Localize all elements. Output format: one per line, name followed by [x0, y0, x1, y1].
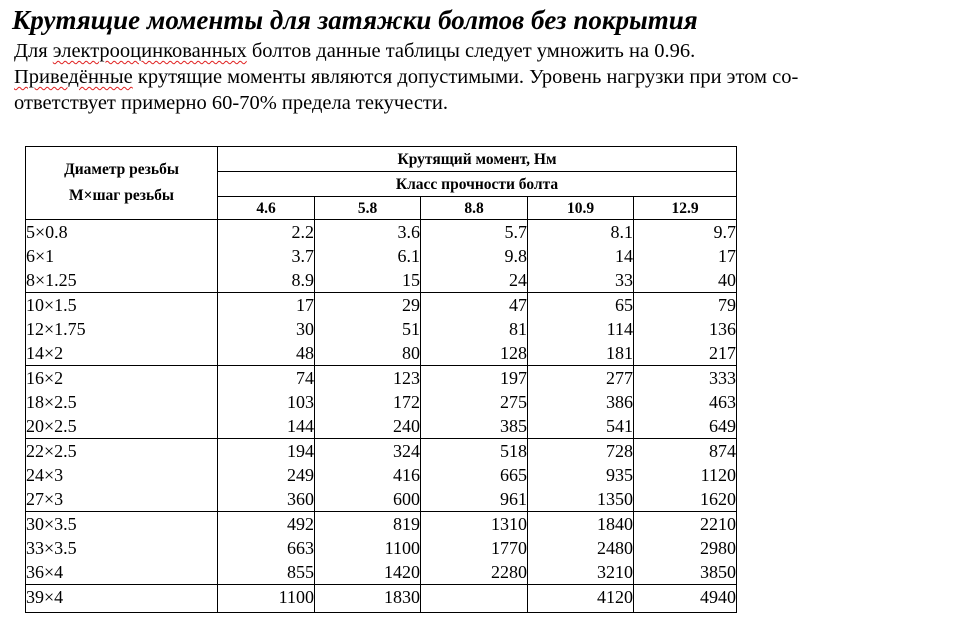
torque-value: 874: [709, 441, 737, 461]
thread-size: 22×2.5: [26, 441, 77, 461]
torque-value: 2.2: [291, 222, 314, 242]
torque-value: 17: [296, 295, 314, 315]
torque-value-cell: [634, 585, 737, 613]
torque-value: 1100: [384, 538, 420, 558]
table-row: [26, 366, 737, 439]
torque-value-cell: [528, 293, 634, 366]
torque-value: 728: [606, 441, 633, 461]
torque-value: 2480: [597, 538, 633, 558]
torque-value: 5.7: [504, 222, 527, 242]
thread-size: 36×4: [26, 562, 64, 582]
torque-value-cell: [528, 439, 634, 512]
thread-size-cell: [26, 585, 218, 613]
spellcheck-underlined-word: Приведённые: [14, 66, 133, 88]
torque-value: 935: [606, 465, 633, 485]
torque-value: 1100: [278, 587, 314, 607]
table-header: [26, 147, 737, 220]
torque-value: 6.1: [397, 246, 420, 266]
torque-value-cell: [421, 366, 528, 439]
thread-size-cell: [26, 366, 218, 439]
intro-line-2: [14, 64, 959, 90]
torque-value: 541: [606, 416, 633, 436]
torque-value: 14: [615, 246, 633, 266]
thread-size-cell: [26, 439, 218, 512]
torque-value: 2280: [491, 562, 527, 582]
torque-value-cell: [421, 293, 528, 366]
table-row: [26, 439, 737, 512]
class-header-10-9: 10.9: [528, 197, 634, 220]
torque-value-cell: [218, 293, 315, 366]
thread-size: 6×1: [26, 246, 55, 266]
torque-value: 1350: [597, 489, 633, 509]
class-header-5-8: 5.8: [315, 197, 421, 220]
torque-value: 123: [393, 368, 420, 388]
table-row: [26, 220, 737, 293]
torque-table: [25, 146, 737, 613]
diameter-header-line-2: М×шаг резьбы: [69, 187, 174, 204]
torque-value: 1310: [491, 514, 527, 534]
torque-value: 47: [509, 295, 527, 315]
torque-value: 81: [509, 319, 527, 339]
intro-line-2-end: крутящие моменты являются допустимыми. Уровень нагрузки при этом со-: [132, 66, 799, 88]
torque-value: 51: [402, 319, 420, 339]
torque-value: 103: [287, 392, 314, 412]
torque-value-cell: [634, 220, 737, 293]
intro-line-1-start: Для: [14, 40, 53, 62]
thread-size: 12×1.75: [26, 319, 86, 339]
torque-value: 136: [709, 319, 737, 339]
thread-size: 5×0.8: [26, 222, 68, 242]
class-header-12-9: 12.9: [634, 197, 737, 220]
torque-value: 128: [500, 343, 527, 363]
torque-value: 1830: [384, 587, 420, 607]
torque-value-cell: [421, 220, 528, 293]
thread-size: 30×3.5: [26, 514, 77, 534]
torque-value-cell: [315, 220, 421, 293]
torque-value: 1770: [491, 538, 527, 558]
torque-value: 29: [402, 295, 420, 315]
thread-size-cell: [26, 512, 218, 585]
torque-value: 333: [709, 368, 737, 388]
torque-value-cell: [421, 585, 528, 613]
torque-value: 855: [287, 562, 314, 582]
torque-value: 4120: [597, 587, 633, 607]
torque-value: 24: [509, 270, 527, 290]
torque-value: 518: [500, 441, 527, 461]
torque-value: 600: [393, 489, 420, 509]
diameter-header-line-1: Диаметр резьбы: [64, 161, 179, 178]
torque-value: 1420: [384, 562, 420, 582]
torque-value: 197: [500, 368, 527, 388]
torque-value-cell: [634, 366, 737, 439]
torque-value: 79: [718, 295, 737, 315]
torque-value: 324: [393, 441, 420, 461]
torque-value-cell: [315, 585, 421, 613]
table-row: [26, 512, 737, 585]
torque-value-cell: [421, 512, 528, 585]
torque-value: 240: [393, 416, 420, 436]
class-header-8-8: 8.8: [421, 197, 528, 220]
torque-value: 1120: [700, 465, 737, 485]
torque-value: 194: [287, 441, 314, 461]
table-body: [26, 220, 737, 613]
intro-line-3: ответствует примерно 60-70% предела текучести.: [14, 92, 448, 114]
torque-value: 277: [606, 368, 633, 388]
torque-value: 65: [615, 295, 633, 315]
intro-line-1: [14, 38, 959, 64]
torque-value: 48: [296, 343, 314, 363]
page-title: Крутящие моменты для затяжки болтов без покрытия: [12, 5, 698, 35]
spellcheck-underlined-word: электрооцинкованных: [52, 40, 247, 62]
torque-value: 663: [287, 538, 314, 558]
torque-value-cell: [315, 512, 421, 585]
thread-size: 33×3.5: [26, 538, 77, 558]
torque-value: 17: [718, 246, 737, 266]
torque-value-cell: [315, 293, 421, 366]
thread-size: 10×1.5: [26, 295, 77, 315]
torque-value: 3.6: [397, 222, 420, 242]
torque-value: 30: [296, 319, 314, 339]
torque-value: 3210: [597, 562, 633, 582]
diameter-column-header: [26, 147, 218, 220]
torque-value-cell: [218, 585, 315, 613]
torque-value: 360: [287, 489, 314, 509]
thread-size-cell: [26, 220, 218, 293]
torque-value: 416: [393, 465, 420, 485]
strength-class-header: Класс прочности болта: [218, 172, 737, 197]
torque-value: 463: [709, 392, 737, 412]
class-header-4-6: 4.6: [218, 197, 315, 220]
torque-value: 15: [402, 270, 420, 290]
torque-value: 961: [500, 489, 527, 509]
torque-value: 249: [287, 465, 314, 485]
torque-value: 649: [709, 416, 737, 436]
torque-value-cell: [421, 439, 528, 512]
torque-value-cell: [218, 366, 315, 439]
thread-size: 20×2.5: [26, 416, 77, 436]
thread-size-cell: [26, 293, 218, 366]
torque-value: 80: [402, 343, 420, 363]
torque-value: 144: [287, 416, 314, 436]
thread-size: 16×2: [26, 368, 64, 388]
torque-value-cell: [528, 220, 634, 293]
torque-value: 819: [393, 514, 420, 534]
table-row: [26, 585, 737, 613]
torque-value: 665: [500, 465, 527, 485]
thread-size: 8×1.25: [26, 270, 77, 290]
torque-header: Крутящий момент, Нм: [218, 147, 737, 172]
torque-value: 2210: [700, 514, 737, 534]
thread-size: 18×2.5: [26, 392, 77, 412]
torque-value: 1840: [597, 514, 633, 534]
torque-value: 9.7: [713, 222, 737, 242]
torque-value: 385: [500, 416, 527, 436]
torque-value: 8.1: [610, 222, 633, 242]
torque-value: 4940: [700, 587, 737, 607]
torque-value-cell: [315, 366, 421, 439]
torque-value-cell: [218, 439, 315, 512]
thread-size: 27×3: [26, 489, 64, 509]
torque-value-cell: [634, 439, 737, 512]
torque-value-cell: [634, 293, 737, 366]
torque-value-cell: [528, 366, 634, 439]
intro-text: [14, 38, 959, 116]
torque-value-cell: [528, 512, 634, 585]
intro-line-1-end: болтов данные таблицы следует умножить на 0.96.: [246, 40, 696, 62]
table-row: [26, 293, 737, 366]
torque-value: 1620: [700, 489, 737, 509]
torque-value: 2980: [700, 538, 737, 558]
torque-value: 386: [606, 392, 633, 412]
torque-value: 33: [615, 270, 633, 290]
thread-size: 39×4: [26, 587, 64, 607]
torque-value: 114: [606, 319, 633, 339]
thread-size: 24×3: [26, 465, 64, 485]
torque-value-cell: [315, 439, 421, 512]
thread-size: 14×2: [26, 343, 64, 363]
torque-value-cell: [218, 220, 315, 293]
torque-value: 181: [606, 343, 633, 363]
torque-value: 3850: [700, 562, 737, 582]
torque-value-cell: [528, 585, 634, 613]
torque-value: 8.9: [291, 270, 314, 290]
torque-value: 217: [709, 343, 737, 363]
torque-value: 9.8: [504, 246, 527, 266]
torque-value: 172: [393, 392, 420, 412]
torque-value: 40: [718, 270, 737, 290]
torque-value-cell: [218, 512, 315, 585]
torque-value-cell: [634, 512, 737, 585]
torque-value: 3.7: [291, 246, 314, 266]
torque-value: 492: [287, 514, 314, 534]
torque-value: 74: [296, 368, 314, 388]
torque-value: 275: [500, 392, 527, 412]
